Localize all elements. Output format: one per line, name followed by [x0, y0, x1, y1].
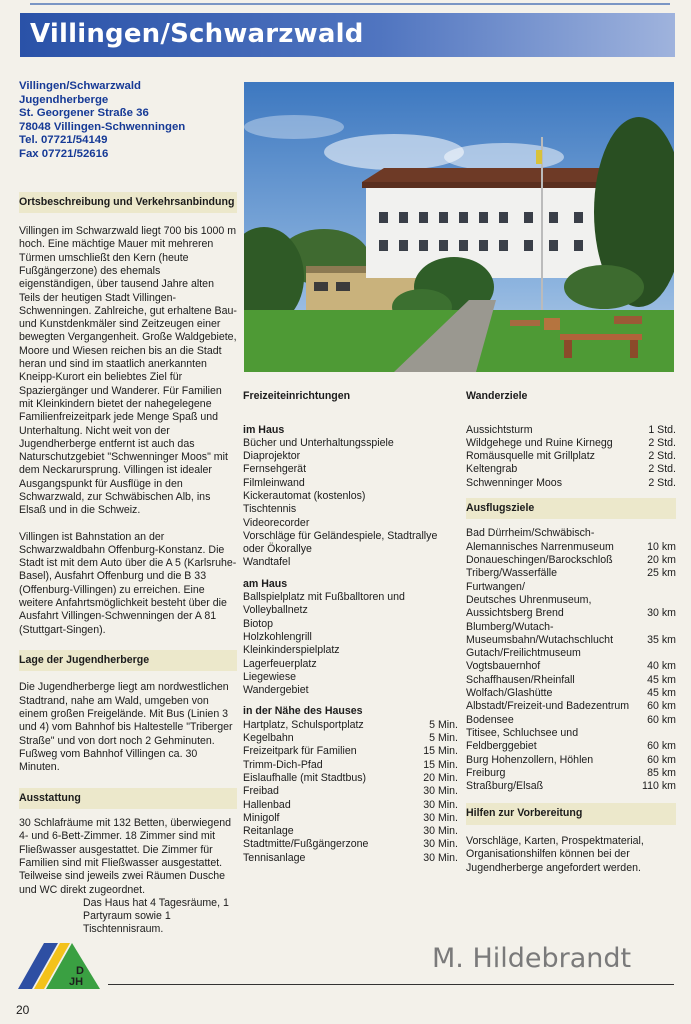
list-item — [466, 647, 676, 674]
item-line: Bad Dürrheim/Schwäbisch- — [466, 527, 595, 540]
item-value: 30 Min. — [423, 785, 458, 798]
list-item: Biotop — [243, 617, 274, 630]
item-name: Triberg/Wasserfälle — [466, 567, 558, 580]
item-value: 1 Std. — [648, 423, 676, 436]
item-line: Deutsches Uhrenmuseum, — [466, 593, 592, 606]
section-heading-wanderziele: Wanderziele — [466, 390, 528, 402]
item-name — [466, 527, 614, 554]
item-name: Kegelbahn — [243, 732, 294, 745]
list-item: Filmleinwand — [243, 476, 305, 489]
paragraph-lage: Die Jugendherberge liegt am nordwestlichen Stadtrand, nahe am Wald, umgeben von einem großen Freigelände. Mit Bus (Linien 3 und 4) vom Bahnhof bis Haltestelle "Triberger Straße" und von dort noch 2 Gehminuten. Fußweg vom Bahnhof Villingen ca. 30 Minuten. — [19, 681, 233, 774]
svg-text:JH: JH — [69, 976, 84, 988]
item-line: Titisee, Schluchsee und — [466, 726, 579, 739]
item-name: Freizeitpark für Familien — [243, 745, 357, 758]
section-heading-lage: Lage der Jugendherberge — [19, 650, 237, 672]
paragraph-verkehr: Villingen ist Bahnstation an der Schwarzwaldbahn Offenburg-Konstanz. Die Stadt ist mit dem Auto über die A 5 (Karlsruhe-Basel), Ausfahrt Offenburg und die B 33 (Offenburg-Villingen) zu erreichen. Eine weitere Anfahrtsmöglichkeit besteht über die Ausfahrt Villingen-Schwenningen der A 81 (Stuttgart-Singen). — [19, 530, 237, 636]
middle-column — [243, 388, 458, 865]
address-block — [19, 80, 237, 162]
item-value: 30 Min. — [423, 811, 458, 824]
item-value: 30 km — [647, 607, 676, 620]
list-item — [466, 477, 676, 490]
item-name: Schwenninger Moos — [466, 476, 562, 489]
list-item — [466, 424, 676, 437]
list-item — [243, 772, 458, 785]
list-item — [466, 450, 676, 463]
list-item — [466, 727, 676, 754]
hostel-photo — [244, 82, 674, 372]
list-item — [243, 838, 458, 851]
list-item — [466, 527, 676, 554]
paragraph-ausstattung: 30 Schlafräume mit 132 Betten, überwiegend 4- und 6-Bett-Zimmer. 18 Zimmer sind mit Fließwasser ausgestattet. Die Zimmer für Familien sind mit Fließwasser ausgestattet. Teilweise sind jeweils zwei Räumen Dusche und WC direkt zugeordnet. — [19, 817, 232, 896]
item-value: 60 km — [647, 740, 676, 753]
item-value: 2 Std. — [648, 463, 676, 476]
list-item: Liegewiese — [243, 670, 297, 683]
item-name: Eislaufhalle (mit Stadtbus) — [243, 771, 367, 784]
list-item — [466, 767, 676, 780]
subheading-im-haus: im Haus — [243, 423, 285, 436]
list-item — [243, 785, 458, 798]
phone: Tel. 07721/54149 — [19, 134, 108, 147]
list-ausflugsziele — [466, 527, 676, 793]
item-name: Tennisanlage — [243, 851, 306, 864]
item-line: Aussichtsberg Brend — [466, 607, 564, 620]
list-item — [466, 554, 676, 567]
page-title: Villingen/Schwarzwald — [20, 13, 675, 57]
list-item — [466, 687, 676, 700]
section-heading-ausflugsziele: Ausflugsziele — [466, 498, 676, 520]
item-name — [466, 581, 591, 621]
item-name: Wildgehege und Ruine Kirnegg — [466, 436, 613, 449]
list-item — [243, 812, 458, 825]
item-name: Wolfach/Glashütte — [466, 687, 553, 700]
item-name: Minigolf — [243, 811, 280, 824]
item-value: 110 km — [642, 780, 676, 793]
item-name: Reitanlage — [243, 825, 294, 838]
item-value: 15 Min. — [423, 758, 458, 771]
item-value: 30 Min. — [423, 838, 458, 851]
fax: Fax 07721/52616 — [19, 147, 109, 160]
list-item: Tischtennis — [243, 503, 297, 516]
list-item — [466, 621, 676, 648]
item-value: 20 km — [647, 554, 676, 567]
list-am-haus — [243, 591, 458, 697]
item-name: Keltengrab — [466, 463, 518, 476]
list-item — [243, 719, 458, 732]
list-item — [466, 463, 676, 476]
item-name: Stadtmitte/Fußgängerzone — [243, 838, 369, 851]
list-item: Bücher und Unterhaltungsspiele — [243, 436, 394, 449]
item-value: 15 Min. — [423, 745, 458, 758]
item-name: Aussichtsturm — [466, 423, 533, 436]
item-value: 35 km — [647, 633, 676, 646]
item-line: Gutach/Freilichtmuseum — [466, 647, 581, 660]
item-value: 60 km — [647, 753, 676, 766]
list-item — [466, 437, 676, 450]
list-item: Kleinkinderspielplatz — [243, 644, 340, 657]
item-value: 2 Std. — [648, 476, 676, 489]
item-name: Trimm-Dich-Pfad — [243, 758, 323, 771]
list-item — [466, 674, 676, 687]
subheading-am-haus: am Haus — [243, 577, 288, 590]
list-item: Diaprojektor — [243, 450, 301, 463]
item-value: 2 Std. — [648, 450, 676, 463]
address-line: Jugendherberge — [19, 93, 109, 106]
item-value: 30 Min. — [423, 851, 458, 864]
list-item — [466, 581, 676, 621]
item-name: Hartplatz, Schulsportplatz — [243, 718, 364, 731]
list-item — [466, 754, 676, 767]
item-name: Albstadt/Freizeit-und Badezentrum — [466, 700, 630, 713]
item-line: Furtwangen/ — [466, 580, 525, 593]
list-item: Wandtafel — [243, 556, 291, 569]
item-name: Schaffhausen/Rheinfall — [466, 673, 575, 686]
list-item: Vorschläge für Geländespiele, Stadtrallye oder Ökorallye — [243, 529, 438, 556]
item-name: Burg Hohenzollern, Höhlen — [466, 753, 594, 766]
item-name: Romäusquelle mit Grillplatz — [466, 450, 595, 463]
item-name — [466, 621, 613, 648]
list-im-haus — [243, 437, 458, 570]
paragraph-ortsbeschreibung: Villingen im Schwarzwald liegt 700 bis 1000 m hoch. Eine mächtige Mauer mit mehreren Türmen umschließt den Kern (heute Fußgängerzone) des ehemals eigenständigen, über tausend Jahre alten Teils der heutigen Stadt Villingen-Schwenningen. Zahlreiche, gut erhaltene Bau- und Kunstdenkmäler sind Zeitzeugen einer bewegten Vergangenheit. Große Waldgebiete, Moore und Wiesen reichen bis an die Stadt heran und sind im staatlich anerkannten Kneipp-Kurort ein beliebtes Ziel für Spaziergänger und Wanderer. Für Familien mit Kleinkindern bietet der nahegelegene Familienfreizeitpark jede Menge Spaß und Unterhaltung. Nicht weit von der Jugendherberge entfernt ist auch das Naturschutzgebiet "Schwenninger Moos" mit dem Neckarursprung. Villingen ist idealer Ausgangspunkt für Ausflüge in den Schwarzwald, zur Schwäbischen Alb, ins Elsaß und in die Schweiz. — [19, 225, 237, 517]
list-item — [466, 700, 676, 713]
section-heading-ausstattung: Ausstattung — [19, 788, 237, 810]
list-item: Videorecorder — [243, 516, 310, 529]
paragraph-hilfen: Vorschläge, Karten, Prospektmaterial, Organisationshilfen können bei der Jugendherberge angefordert werden. — [466, 834, 644, 874]
item-value: 45 km — [647, 673, 676, 686]
list-item: Fernsehgerät — [243, 463, 307, 476]
paragraph-tagesraeume: Das Haus hat 4 Tagesräume, 1 Partyraum sowie 1 Tischtennisraum. — [83, 896, 229, 936]
item-value: 60 km — [647, 713, 676, 726]
list-item — [243, 799, 458, 812]
item-value: 60 km — [647, 700, 676, 713]
item-name: Freiburg — [466, 766, 506, 779]
item-value: 30 Min. — [423, 825, 458, 838]
item-name: Freibad — [243, 785, 279, 798]
item-name: Donaueschingen/Barockschloß — [466, 554, 613, 567]
item-name — [466, 647, 581, 674]
item-value: 40 km — [647, 660, 676, 673]
svg-text:D: D — [76, 965, 84, 977]
item-name — [466, 727, 578, 754]
item-line: Alemannisches Narrenmuseum — [466, 540, 614, 553]
item-line: Museumsbahn/Wutachschlucht — [466, 633, 614, 646]
item-name: Straßburg/Elsaß — [466, 780, 544, 793]
address-line: 78048 Villingen-Schwenningen — [19, 120, 186, 133]
item-value: 2 Std. — [648, 436, 676, 449]
item-value: 20 Min. — [423, 771, 458, 784]
list-naehe — [243, 719, 458, 865]
bottom-rule — [108, 984, 674, 985]
section-heading-ortsbeschreibung: Ortsbeschreibung und Verkehrsanbindung — [19, 192, 237, 214]
list-wanderziele — [466, 424, 676, 490]
djh-logo — [18, 941, 100, 989]
list-item — [243, 852, 458, 865]
address-line: Villingen/Schwarzwald — [19, 80, 141, 92]
list-item — [466, 567, 676, 580]
item-name: Hallenbad — [243, 798, 291, 811]
list-item — [466, 780, 676, 793]
item-line: Vogtsbauernhof — [466, 660, 541, 673]
list-item: Kickerautomat (kostenlos) — [243, 489, 366, 502]
top-rule — [30, 3, 670, 5]
address-line: St. Georgener Straße 36 — [19, 107, 149, 120]
right-column — [466, 388, 676, 875]
item-value: 10 km — [647, 540, 676, 553]
section-heading-freizeit: Freizeiteinrichtungen — [243, 390, 351, 402]
list-item — [243, 745, 458, 758]
item-value: 5 Min. — [429, 718, 458, 731]
list-item: Lagerfeuerplatz — [243, 657, 317, 670]
list-item — [243, 759, 458, 772]
page-number: 20 — [16, 1003, 30, 1017]
subheading-naehe: in der Nähe des Hauses — [243, 705, 363, 718]
item-value: 30 Min. — [423, 798, 458, 811]
item-name: Bodensee — [466, 713, 514, 726]
list-item — [243, 732, 458, 745]
list-item — [466, 714, 676, 727]
item-value: 45 km — [647, 687, 676, 700]
list-item: Wandergebiet — [243, 684, 309, 697]
item-line: Blumberg/Wutach- — [466, 620, 554, 633]
item-line: Feldberggebiet — [466, 740, 537, 753]
item-value: 85 km — [647, 766, 676, 779]
watermark: M. Hildebrandt — [432, 943, 632, 974]
list-item: Holzkohlengrill — [243, 630, 312, 643]
item-value: 5 Min. — [429, 732, 458, 745]
list-item: Ballspielplatz mit Fußballtoren und Volleyballnetz — [243, 591, 405, 617]
section-heading-hilfen: Hilfen zur Vorbereitung — [466, 803, 676, 825]
left-column — [19, 80, 237, 937]
item-value: 25 km — [647, 567, 676, 580]
list-item — [243, 825, 458, 838]
